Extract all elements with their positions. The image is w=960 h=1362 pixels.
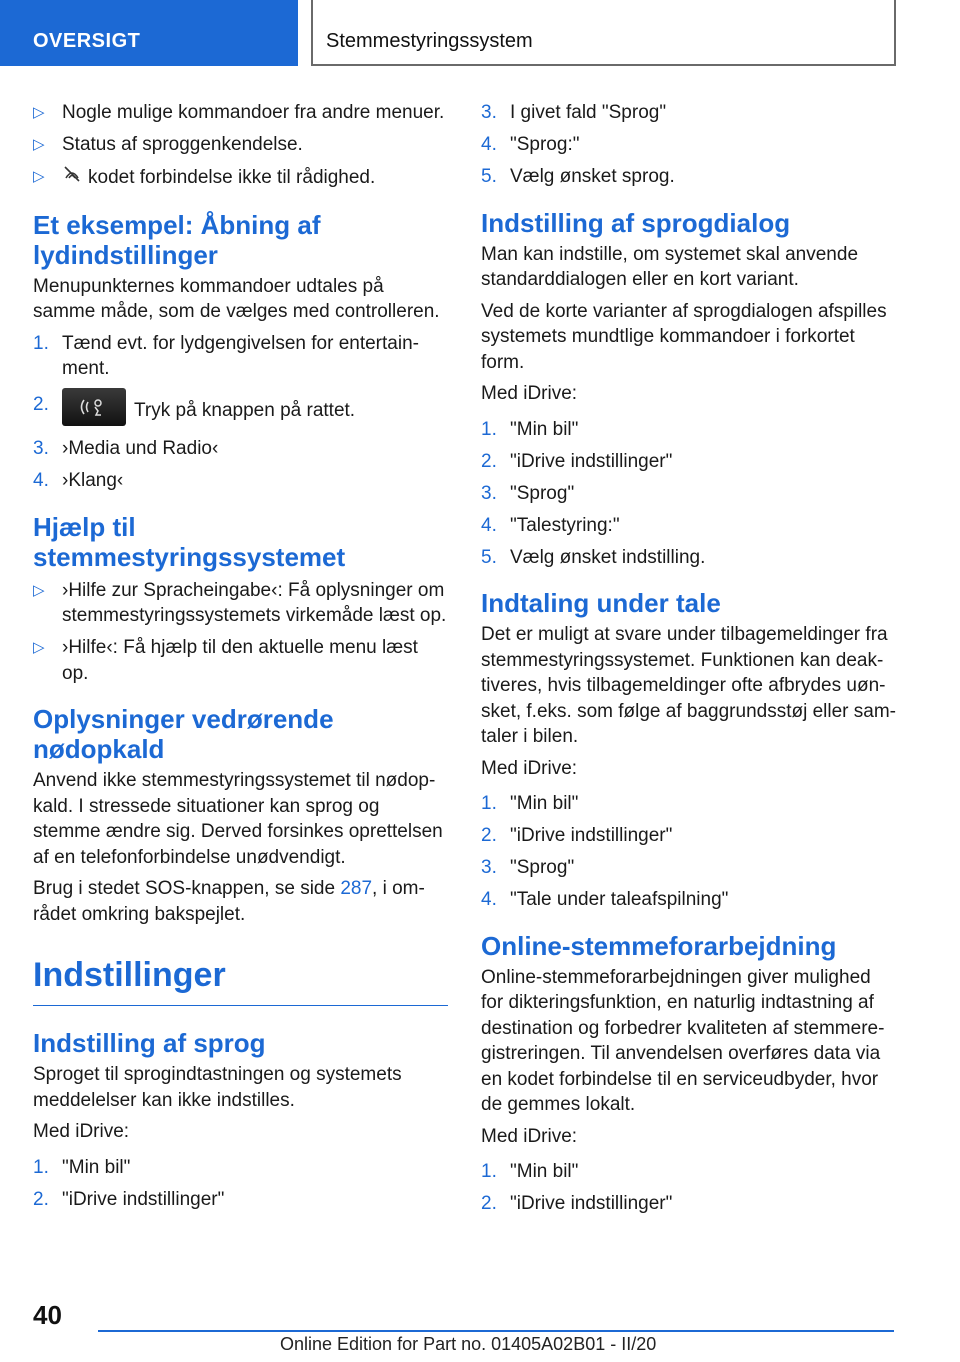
triangle-bullet-icon: ▷ bbox=[33, 168, 45, 185]
paragraph: Med iDrive: bbox=[481, 757, 578, 779]
list-item: ▷ ›Hilfe‹: Få hjælp til den aktuelle menu læst op. bbox=[33, 637, 418, 684]
section-heading-barge-in: Indtaling under tale bbox=[481, 588, 721, 618]
section-heading-dialog: Indstilling af sprogdialog bbox=[481, 207, 791, 238]
paragraph: Menupunkternes kommandoer udtales på samme måde, som de vælges med controlleren. bbox=[33, 275, 440, 322]
list-item: ▷ Status af sproggenkendelse. bbox=[33, 132, 448, 158]
left-column bbox=[33, 100, 448, 1220]
paragraph: Man kan indstille, om systemet skal anvende standarddialogen eller en kort variant. bbox=[481, 243, 859, 290]
paragraph: Det er muligt at svare under tilbagemeldinger fra stemmestyringssystemet. Funktionen kan deak-tiveres, hvis tilbagemeldinger ofte afbrydes uøn-sket, f.eks. som følge af baggrundsstøj eller sam-taler i bilen. bbox=[481, 624, 896, 747]
paragraph: Anvend ikke stemmestyringssystemet til nødop-kald. I stressede situationer kan sprog og stemme ændre sig. Derved forsinkes oprettelsen af en telefonforbindelse unødvendigt. bbox=[33, 770, 443, 868]
numbered-list bbox=[481, 100, 896, 190]
list-item: ▷ kodet forbindelse ikke til rådighed. bbox=[33, 164, 448, 192]
list-item: 2. "iDrive indstillinger" bbox=[481, 825, 673, 846]
numbered-list bbox=[33, 331, 448, 494]
section-heading-online: Online-stemmeforarbejdning bbox=[481, 930, 837, 961]
section-heading-example: Et eksempel: Åbning af lydindstillinger bbox=[33, 209, 321, 270]
triangle-bullet-icon: ▷ bbox=[33, 104, 45, 121]
list-item: 2. "iDrive indstillinger" bbox=[33, 1188, 225, 1210]
bullet-list bbox=[33, 100, 448, 192]
numbered-list bbox=[481, 791, 896, 913]
list-item: ▷ ›Hilfe zur Spracheingabe‹: Få oplysninger om stemmestyringssystemets virkemåde læst op. bbox=[33, 579, 447, 626]
section-heading-help: Hjælp til stemmestyringssystemet bbox=[33, 511, 346, 572]
list-item: ▷ Nogle mulige kommandoer fra andre menuer. bbox=[33, 100, 448, 126]
right-column bbox=[481, 100, 896, 1225]
paragraph: Online-stemmeforarbejdningen giver mulighed for dikteringsfunktion, en naturlig indtastning af destination og forbedrer kvaliteten af stemmere-gistreringen. Til anvendelsen overføres data via en kodet forbindelse til en serviceudbyder, hvor de gemmes lokalt. bbox=[481, 966, 885, 1115]
list-item: 1. "Min bil" bbox=[33, 1156, 131, 1178]
list-item: 1. Tænd evt. for lydgengivelsen for entertain-ment. bbox=[33, 332, 419, 379]
steering-voice-button-icon bbox=[62, 388, 126, 426]
list-item: 4. "Talestyring:" bbox=[481, 514, 620, 536]
list-item: 1. "Min bil" bbox=[481, 418, 579, 440]
paragraph: Med iDrive: bbox=[33, 1121, 130, 1142]
list-item: 4. ›Klang‹ bbox=[33, 470, 124, 491]
list-item: 1. "Min bil" bbox=[481, 793, 579, 814]
list-item: 2. "iDrive indstillinger" bbox=[481, 450, 673, 472]
bullet-list bbox=[33, 578, 448, 687]
header-chapter-title: Stemmestyringssystem bbox=[311, 0, 896, 66]
list-item: 1. "Min bil" bbox=[481, 1161, 579, 1182]
section-heading-emergency: Oplysninger vedrørende nødopkald bbox=[33, 704, 334, 764]
page-number: 40 bbox=[33, 1300, 62, 1330]
list-item: 4. "Tale under taleafspilning" bbox=[481, 889, 729, 910]
footer-divider bbox=[98, 1330, 894, 1332]
paragraph: Sproget til sprogindtastningen og systemets meddelelser kan ikke indstilles. bbox=[33, 1064, 402, 1111]
numbered-list bbox=[33, 1155, 448, 1213]
triangle-bullet-icon: ▷ bbox=[33, 136, 45, 153]
list-item: 2. "iDrive indstillinger" bbox=[481, 1193, 673, 1214]
list-item: 3. "Sprog" bbox=[481, 482, 575, 504]
list-item: 3. I givet fald "Sprog" bbox=[481, 102, 667, 123]
list-item: 2. Tryk på knappen på rattet. bbox=[33, 392, 448, 430]
numbered-list bbox=[481, 417, 896, 571]
paragraph: Med iDrive: bbox=[481, 383, 578, 404]
list-item: 3. ›Media und Radio‹ bbox=[33, 438, 219, 459]
list-item: 3. "Sprog" bbox=[481, 857, 575, 878]
chapter-heading-settings: Indstillinger bbox=[33, 955, 448, 1006]
list-item: 5. Vælg ønsket sprog. bbox=[481, 166, 675, 187]
page-link[interactable]: 287 bbox=[340, 878, 373, 899]
paragraph: Brug i stedet SOS-knappen, se side 287, i om-rådet omkring bakspejlet. bbox=[33, 878, 425, 925]
section-heading-language: Indstilling af sprog bbox=[33, 1028, 266, 1058]
numbered-list bbox=[481, 1159, 896, 1217]
paragraph: Med iDrive: bbox=[481, 1125, 578, 1147]
triangle-bullet-icon: ▷ bbox=[33, 581, 45, 599]
list-item: 5. Vælg ønsket indstilling. bbox=[481, 546, 706, 568]
list-item: 4. "Sprog:" bbox=[481, 134, 580, 155]
header-section-tab: OVERSIGT bbox=[0, 0, 298, 66]
footer-edition: Online Edition for Part no. 01405A02B01 - II/20 bbox=[280, 1334, 657, 1354]
triangle-bullet-icon: ▷ bbox=[33, 639, 45, 656]
paragraph: Ved de korte varianter af sprogdialogen afspilles systemets mundtlige kommandoer i forkortet form. bbox=[481, 300, 887, 373]
no-connection-icon bbox=[62, 164, 82, 192]
